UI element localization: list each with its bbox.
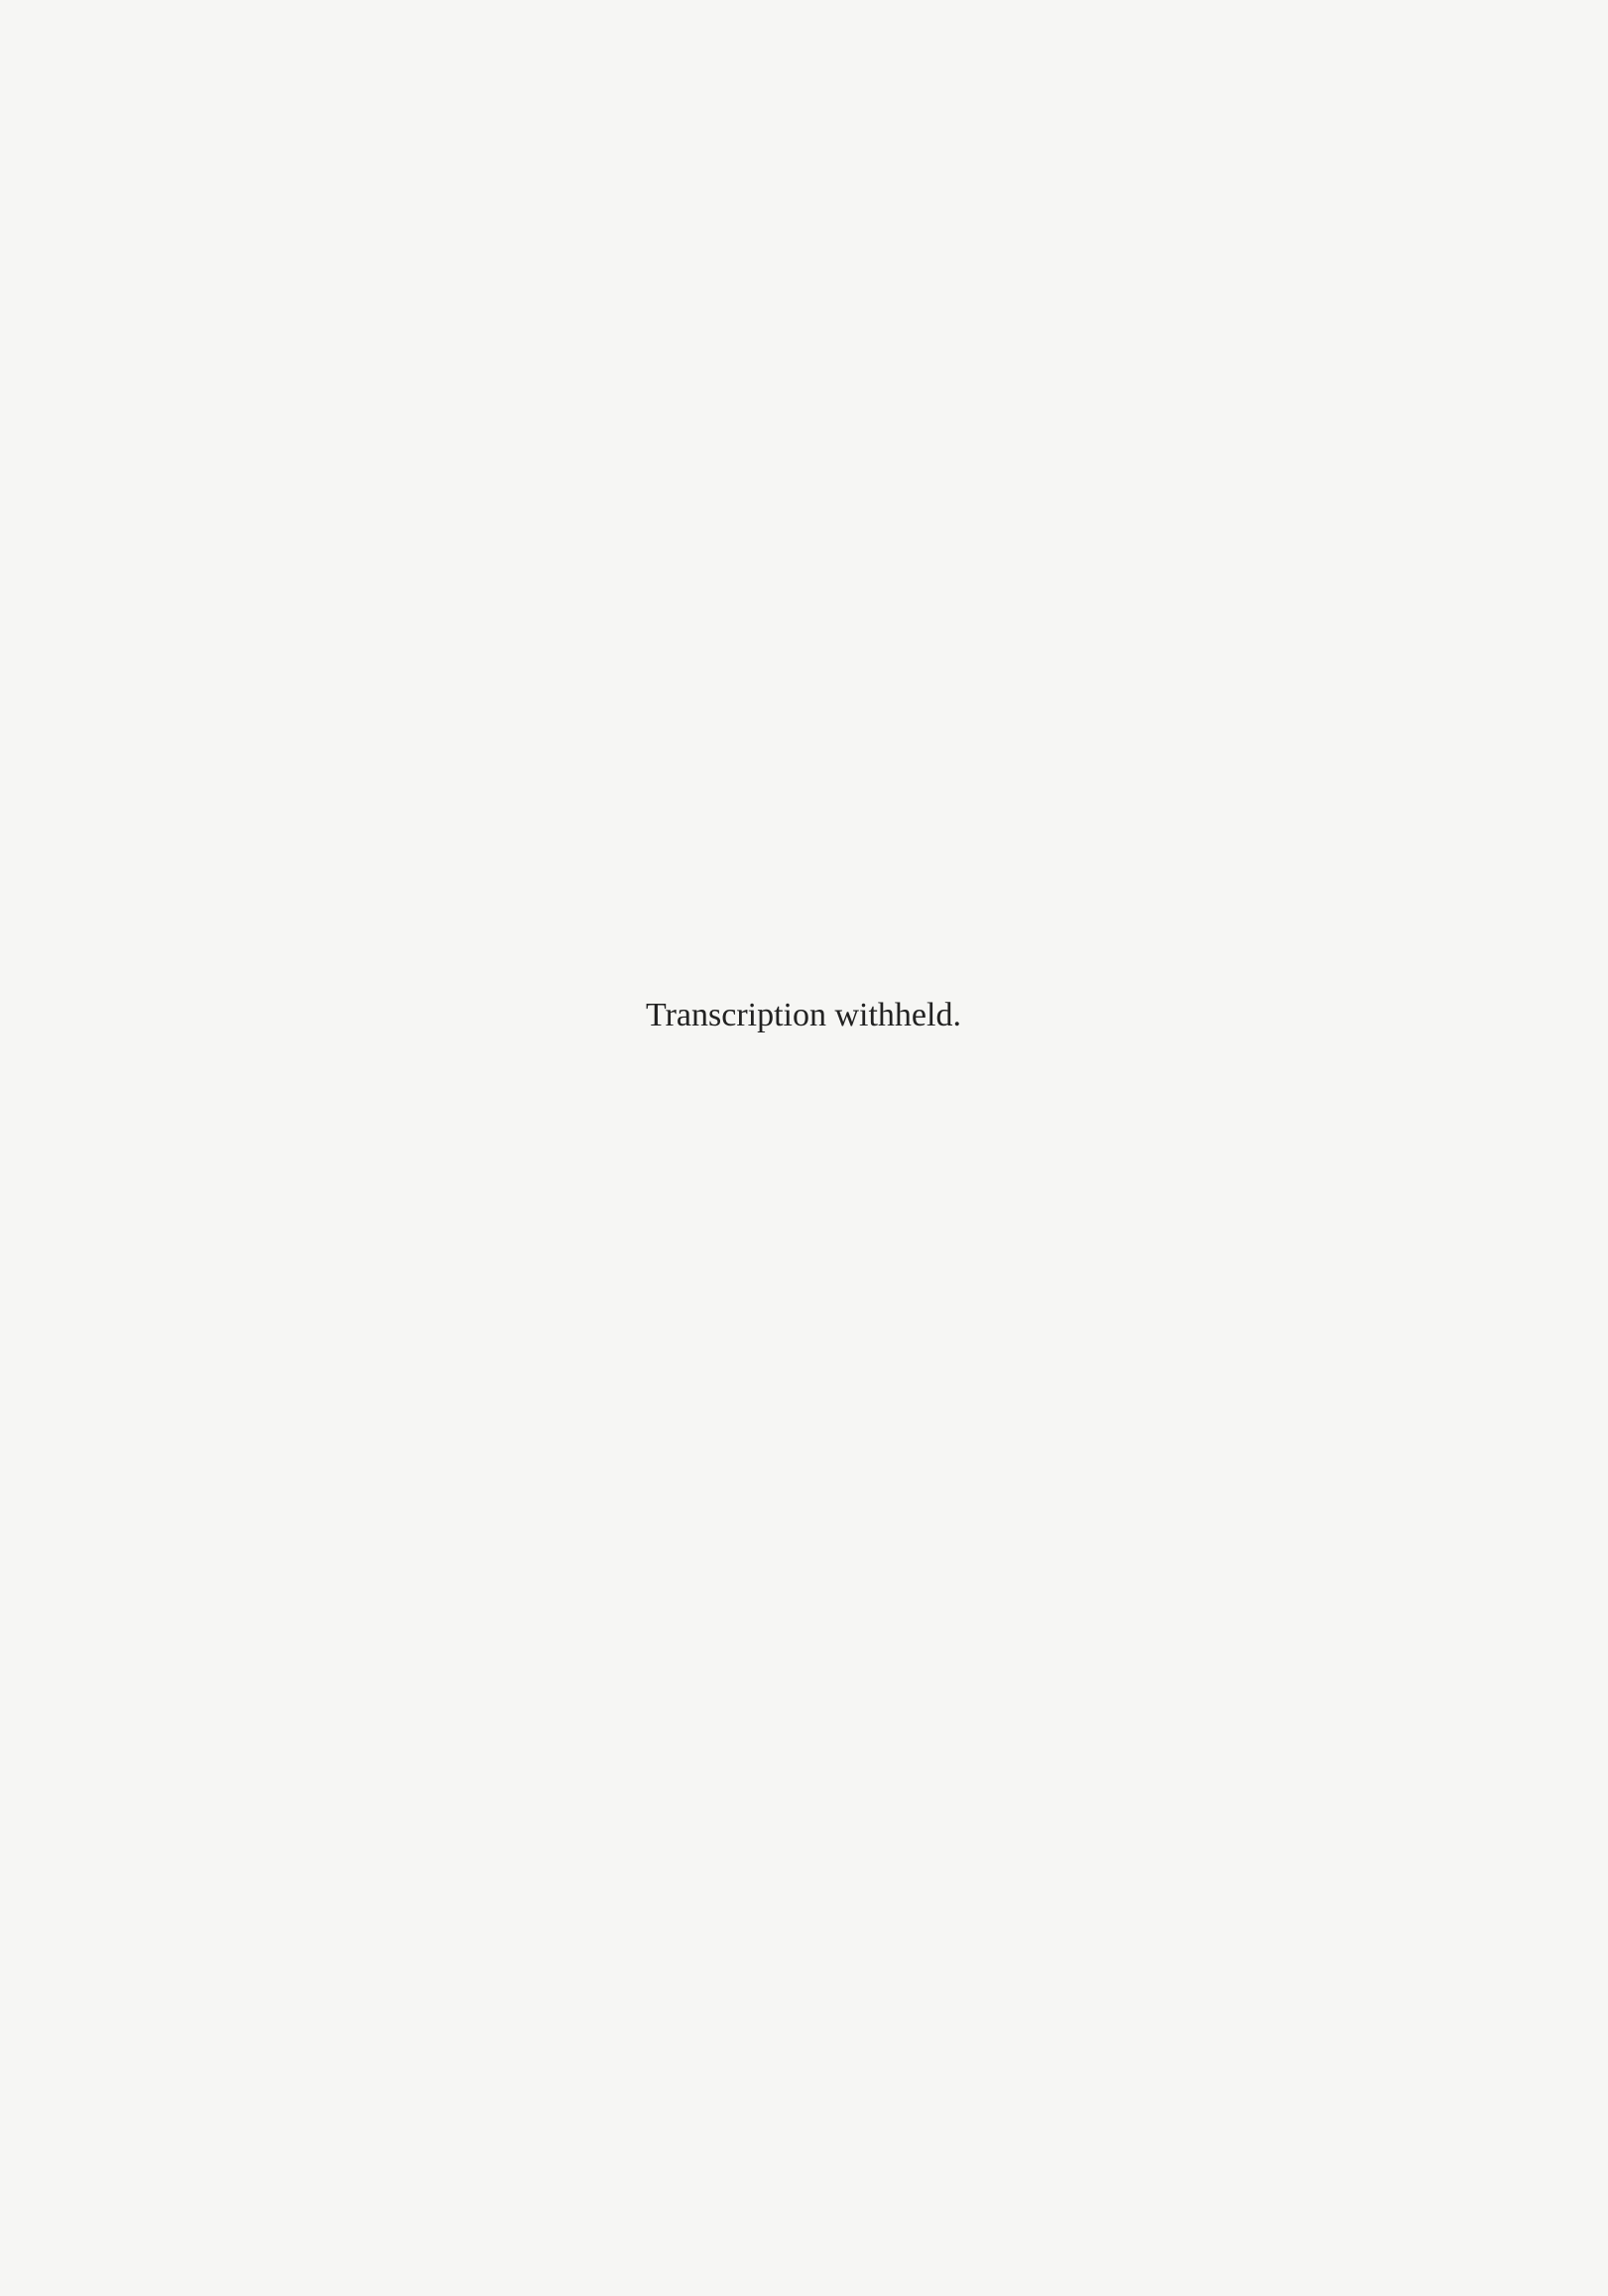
withheld-notice: Transcription withheld. xyxy=(646,997,961,1033)
